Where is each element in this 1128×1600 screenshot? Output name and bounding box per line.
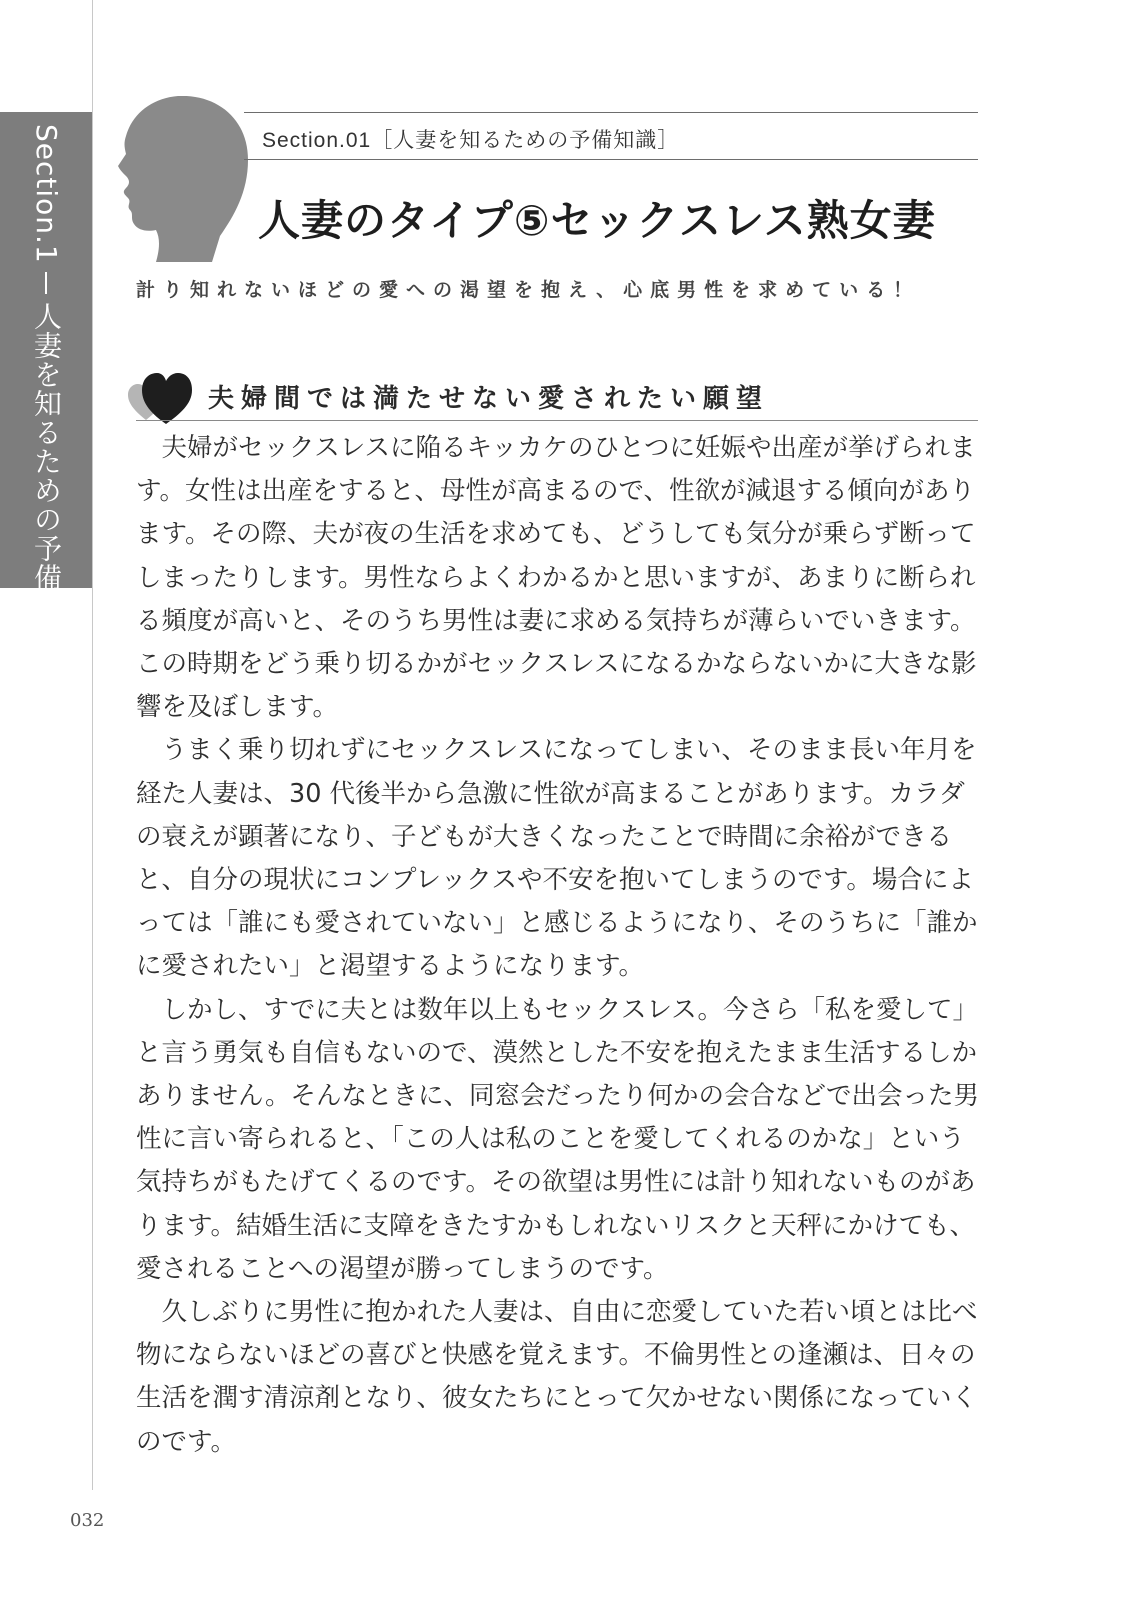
- paragraph: 夫婦がセックスレスに陥るキッカケのひとつに妊娠や出産が挙げられます。女性は出産をすると、母性が高まるので、性欲が減退する傾向があります。その際、夫が夜の生活を求めても、どうしても気分が乗らず断ってしまったりします。男性ならよくわかるかと思いますが、あまりに断られる頻度が高いと、そのうち男性は妻に求める気持ちが薄らいでいきます。この時期をどう乗り切るかがセックスレスになるかならないかに大きな影響を及ぼします。: [136, 433, 977, 723]
- header-top-rule: [244, 112, 978, 113]
- side-tab-section: Section.1: [30, 124, 63, 264]
- section-heading: 夫婦間では満たせない愛されたい願望: [208, 384, 770, 414]
- page-subtitle: 計り知れないほどの愛への渇望を抱え、心底男性を求めている！: [136, 279, 921, 301]
- header-bottom-rule: [244, 159, 978, 160]
- paragraph: 久しぶりに男性に抱かれた人妻は、自由に恋愛していた若い頃とは比べ物にならないほどの喜びと快感を覚えます。不倫男性との逢瀬は、日々の生活を潤す清涼剤となり、彼女たちにとって欠かせない関係になっていくのです。: [136, 1297, 978, 1457]
- margin-line: [92, 0, 93, 1490]
- side-tab-separator: [45, 272, 47, 294]
- hearts-icon: [128, 370, 194, 426]
- body-text: [136, 427, 982, 1464]
- woman-silhouette-icon: [116, 96, 252, 266]
- paragraph: うまく乗り切れずにセックスレスになってしまい、そのまま長い年月を経た人妻は、30 代後半から急激に性欲が高まることがあります。カラダの衰えが顕著になり、子どもが大きくなったことで時間に余裕ができると、自分の現状にコンプレックスや不安を抱いてしまうのです。場合によっては「誰にも愛されていない」と感じるようになり、そのうちに「誰かに愛されたい」と渇望するようになります。: [136, 735, 978, 982]
- heading-underline: [136, 420, 978, 421]
- page-title: 人妻のタイプ⑤セックスレス熟女妻: [258, 196, 936, 245]
- paragraph: しかし、すでに夫とは数年以上もセックスレス。今さら「私を愛して」と言う勇気も自信もないので、漠然とした不安を抱えたまま生活するしかありません。そんなときに、同窓会だったり何かの会合などで出会った男性に言い寄られると、「この人は私のことを愛してくれるのかな」という気持ちがもたげてくるのです。その欲望は男性には計り知れないものがあります。結婚生活に支障をきたすかもしれないリスクと天秤にかけても、愛されることへの渇望が勝ってしまうのです。: [136, 994, 980, 1284]
- section-label: Section.01［人妻を知るための予備知識］: [262, 129, 680, 152]
- page-number: 032: [70, 1510, 105, 1531]
- side-tab-label: 人妻を知るための予備知識: [30, 301, 63, 650]
- side-tab-text: [0, 124, 92, 650]
